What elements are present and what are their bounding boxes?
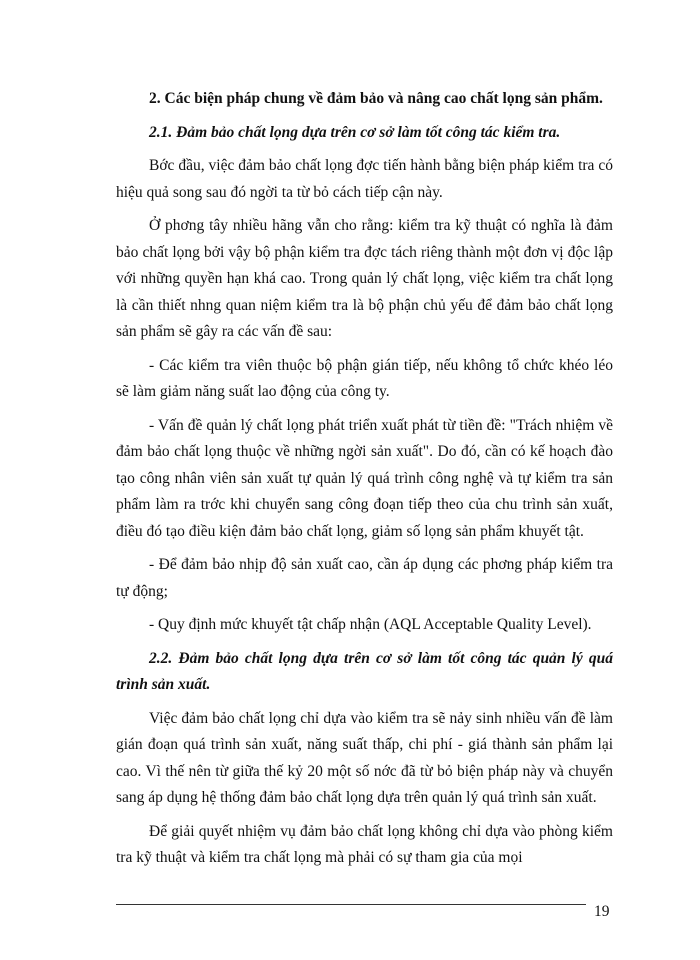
- paragraph: - Các kiểm tra viên thuộc bộ phận gián tiếp, nếu không tổ chức khéo léo sẽ làm giảm năng suất lao động của công ty.: [116, 356, 613, 400]
- paragraph: Bớc đầu, việc đảm bảo chất lọng đợc tiến hành bằng biện pháp kiểm tra có hiệu quả song sau đó ngời ta từ bỏ cách tiếp cận này.: [116, 157, 613, 201]
- paragraph: Ở phơng tây nhiều hãng vẫn cho rằng: kiểm tra kỹ thuật có nghĩa là đảm bảo chất lọng bởi vậy bộ phận kiểm tra đợc tách riêng thành một đơn vị độc lập với những quyền hạn khá cao. Trong quản lý chất lọng, việc kiểm tra chất lọng là cần thiết nhng quan niệm kiểm tra là bộ phận chủ yếu để đảm bảo chất lọng sản phẩm sẽ gây ra các vấn đề sau:: [116, 217, 613, 340]
- document-body: [116, 86, 613, 879]
- paragraph: - Để đảm bảo nhịp độ sản xuất cao, cần áp dụng các phơng pháp kiểm tra tự động;: [116, 556, 613, 600]
- section-heading: 2. Các biện pháp chung về đảm bảo và nâng cao chất lọng sản phẩm.: [149, 90, 603, 107]
- paragraph: Để giải quyết nhiệm vụ đảm bảo chất lọng không chỉ dựa vào phòng kiểm tra kỹ thuật và kiểm tra chất lọng mà phải có sự tham gia của mọi: [116, 822, 613, 866]
- paragraph: - Vấn đề quản lý chất lọng phát triển xuất phát từ tiền đề: "Trách nhiệm về đảm bảo chất lọng thuộc về những ngời sản xuất". Do đó, cần có kế hoạch đào tạo công nhân viên sản xuất tự quản lý quá trình công nghệ và tự kiểm tra sản phẩm làm ra trớc khi chuyển sang công đoạn tiếp theo của chu trình sản xuất, điều đó tạo điều kiện đảm bảo chất lọng, giảm số lọng sản phẩm khuyết tật.: [116, 416, 613, 540]
- page-number: 19: [594, 903, 610, 920]
- paragraph: - Quy định mức khuyết tật chấp nhận (AQL Acceptable Quality Level).: [149, 616, 592, 633]
- footer-divider: [116, 904, 586, 905]
- subsection-heading-2-2: 2.2. Đảm bảo chất lọng dựa trên cơ sở làm tốt công tác quản lý quá trình sản xuất.: [116, 649, 613, 693]
- subsection-heading-2-1: 2.1. Đảm bảo chất lọng dựa trên cơ sở làm tốt công tác kiểm tra.: [149, 123, 561, 141]
- paragraph: Việc đảm bảo chất lọng chỉ dựa vào kiểm tra sẽ nảy sinh nhiều vấn đề làm gián đoạn quá trình sản xuất, năng suất thấp, chi phí - giá thành sản phẩm lại cao. Vì thế nên từ giữa thế kỷ 20 một số nớc đã từ bỏ biện pháp này và chuyển sang áp dụng hệ thống đảm bảo chất lọng dựa trên quản lý quá trình sản xuất.: [116, 709, 613, 806]
